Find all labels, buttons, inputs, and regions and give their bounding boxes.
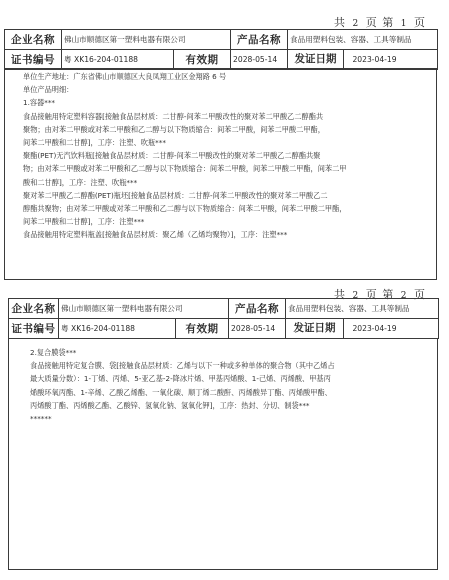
page-current: 2 [400,291,408,301]
page-label-text: 页 第 [365,288,395,301]
page-label-text: 页 [413,288,426,301]
body-line: 聚物；由对苯二甲酸或对苯二甲酸和乙二醇与以下物质缩合：间苯二甲酸，间苯二甲酸二甲酯， [23,124,325,134]
body-line: 2.复合膜袋*** [30,348,77,357]
company-label: 企业名称 [5,30,62,50]
page-1-number [334,14,426,30]
page-2-header-table [8,298,439,339]
cert-label: 证书编号 [5,50,62,70]
issue-label: 发证日期 [286,319,344,338]
valid-label: 有效期 [174,50,231,70]
cert-value: 粤 XK16-204-01188 [62,50,174,70]
body-line: 烯酸环氧丙酯、1-辛烯、乙酸乙烯酯、一氧化碳、顺丁烯二酸酐、丙烯酸异丁酯、丙烯酸甲酯、 [30,387,332,397]
issue-cell [286,319,439,339]
company-value: 佛山市顺德区第一塑料电器有限公司 [59,299,229,319]
page-label-text: 页 [413,16,426,29]
body-line: 食品接触用特定塑料瓶盖[接触食品层材质：聚乙烯（乙烯均聚物）]，工序：注塑*** [23,230,288,240]
body-line: 物；由对苯二甲酸或对苯二甲酸和乙二醇与以下物质缩合：间苯二甲酸，间苯二甲酸二甲酯，间苯二甲 [23,164,347,174]
page-label-text: 共 [334,288,346,301]
page-total: 2 [352,291,360,301]
page-2-body [30,346,335,425]
body-line: 酸和二甘醇]，工序：注塑、吹瓶*** [23,177,138,187]
product-value: 食品用塑料包装、容器、工具等制品 [288,30,438,50]
body-line: 聚对苯二甲酸乙二醇酯(PET)瓶坯[接触食品层材质：二甘醇-间苯二甲酸改性的聚对苯二甲酸乙二 [23,190,328,200]
issue-value: 2023-04-19 [352,324,397,333]
body-line: ****** [30,414,52,424]
cert-label: 证书编号 [9,319,59,339]
issue-cell [288,50,438,70]
page-total: 2 [352,19,360,29]
company-value: 佛山市顺德区第一塑料电器有限公司 [62,30,231,50]
body-line: 单位产品明细： [23,85,74,95]
body-line: 醇酯共聚物；由对苯二甲酸或对苯二甲酸和乙二醇与以下物质缩合：间苯二甲酸，间苯二甲酸二甲酯， [23,204,347,214]
page-current: 1 [400,19,408,29]
page-label-text: 共 [334,16,346,29]
page-label-text: 页 第 [365,16,395,29]
valid-value: 2028-05-14 [229,319,286,339]
issue-value: 2023-04-19 [352,55,397,64]
body-line: 1.容器*** [23,98,56,108]
product-label: 产品名称 [229,299,286,319]
valid-value: 2028-05-14 [231,50,288,70]
cert-value: 粤 XK16-204-01188 [59,319,176,339]
body-line: 聚酯(PET)无汽饮料瓶[接触食品层材质：二甘醇-间苯二甲酸改性的聚对苯二甲酸乙二醇酯共聚 [23,151,321,161]
body-line: 丙烯酸丁酯、丙烯酸乙酯、乙酸锌、氢氧化钠、氢氧化钾]，工序：热封、分切、制袋*** [30,400,310,410]
company-label: 企业名称 [9,299,59,319]
issue-label: 发证日期 [288,50,344,69]
page-1-body [23,70,346,242]
product-label: 产品名称 [231,30,288,50]
body-line: 间苯二甲酸和二甘醇]，工序：注塑、吹瓶*** [23,138,166,148]
body-line: 单位生产地址：广东省佛山市顺德区大良凤翔工业区金翔路 6 号 [23,72,227,81]
body-line: 食品接触用特定复合膜、袋[接触食品层材质：乙烯与以下一种或多种单体的聚合物（其中乙烯占 [30,361,335,371]
valid-label: 有效期 [176,319,229,339]
product-value: 食品用塑料包装、容器、工具等制品 [286,299,439,319]
body-line: 间苯二甲酸和二甘醇]，工序：注塑*** [23,217,145,227]
body-line: 最大质量分数）：1-丁烯、丙烯、5-亚乙基-2-降冰片烯、甲基丙烯酸、1-己烯、丙烯酸、甲基丙 [30,374,331,384]
body-line: 食品接触用特定塑料容器[接触食品层材质：二甘醇-间苯二甲酸改性的聚对苯二甲酸乙二醇酯共 [23,111,324,121]
page-1-header-table [4,29,438,70]
